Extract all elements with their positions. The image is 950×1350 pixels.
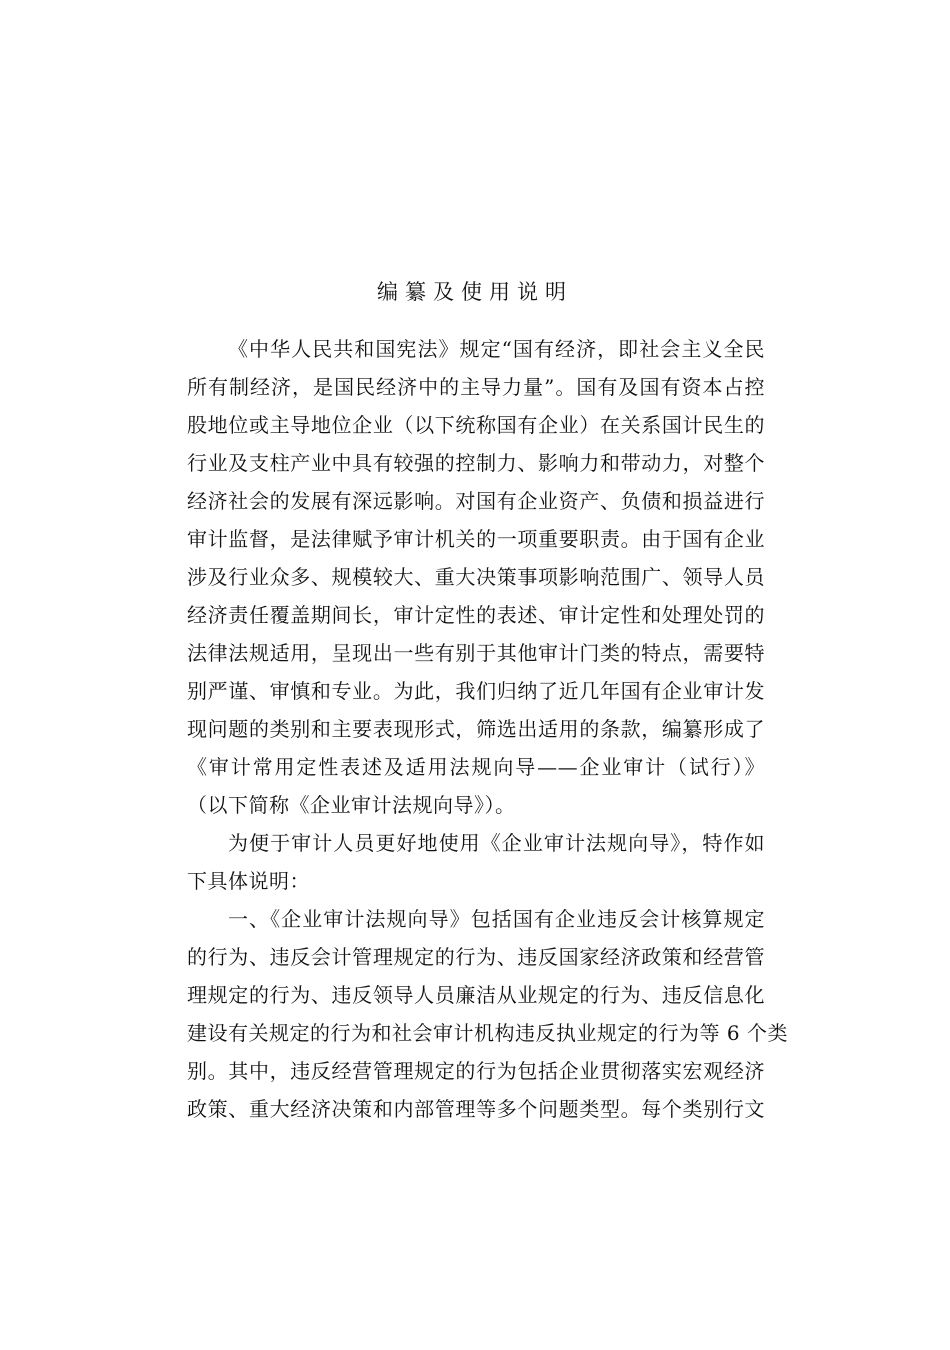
text-line: 理规定的行为、违反领导人员廉洁从业规定的行为、违反信息化 [187, 983, 765, 1007]
text-line: 《审计常用定性表述及适用法规向导——企业审计（试行）》 [187, 755, 765, 779]
text-line: 现问题的类别和主要表现形式，筛选出适用的条款，编纂形成了 [187, 717, 765, 741]
text-line: （以下简称《企业审计法规向导》）。 [187, 793, 516, 817]
text-line: 别。其中，违反经营管理规定的行为包括企业贯彻落实宏观经济 [187, 1059, 765, 1083]
text-line: 下具体说明： [187, 869, 310, 893]
text-line: 政策、重大经济决策和内部管理等多个问题类型。每个类别行文 [187, 1097, 765, 1121]
text-line: 的行为、违反会计管理规定的行为、违反国家经济政策和经营管 [187, 945, 765, 969]
body-text [187, 336, 788, 1134]
text-line: 股地位或主导地位企业（以下统称国有企业）在关系国计民生的 [187, 413, 765, 437]
text-line: 一、《企业审计法规向导》包括国有企业违反会计核算规定 [228, 907, 765, 931]
paragraph-constitution-intro [187, 336, 765, 830]
text-line: 为便于审计人员更好地使用《企业审计法规向导》，特作如 [228, 831, 765, 855]
text-line: 涉及行业众多、规模较大、重大决策事项影响范围广、领导人员 [187, 565, 765, 589]
text-line: 所有制经济，是国民经济中的主导力量”。国有及国有资本占控 [187, 375, 765, 399]
text-line: 行业及支柱产业中具有较强的控制力、影响力和带动力，对整个 [187, 451, 765, 475]
text-line: 法律法规适用，呈现出一些有别于其他审计门类的特点，需要特 [187, 641, 765, 665]
page-title: 编纂及使用说明 [377, 280, 573, 304]
paragraph-item-one [187, 906, 788, 1134]
text-line: 审计监督，是法律赋予审计机关的一项重要职责。由于国有企业 [187, 527, 765, 551]
text-line: 经济社会的发展有深远影响。对国有企业资产、负债和损益进行 [187, 489, 765, 513]
text-line: 经济责任覆盖期间长，审计定性的表述、审计定性和处理处罚的 [187, 603, 765, 627]
text-line: 《中华人民共和国宪法》规定“国有经济，即社会主义全民 [228, 337, 765, 361]
text-line: 建设有关规定的行为和社会审计机构违反执业规定的行为等 6 个类 [187, 1021, 788, 1045]
paragraph-usage-intro [187, 830, 765, 906]
text-line: 别严谨、审慎和专业。为此，我们归纳了近几年国有企业审计发 [187, 679, 765, 703]
